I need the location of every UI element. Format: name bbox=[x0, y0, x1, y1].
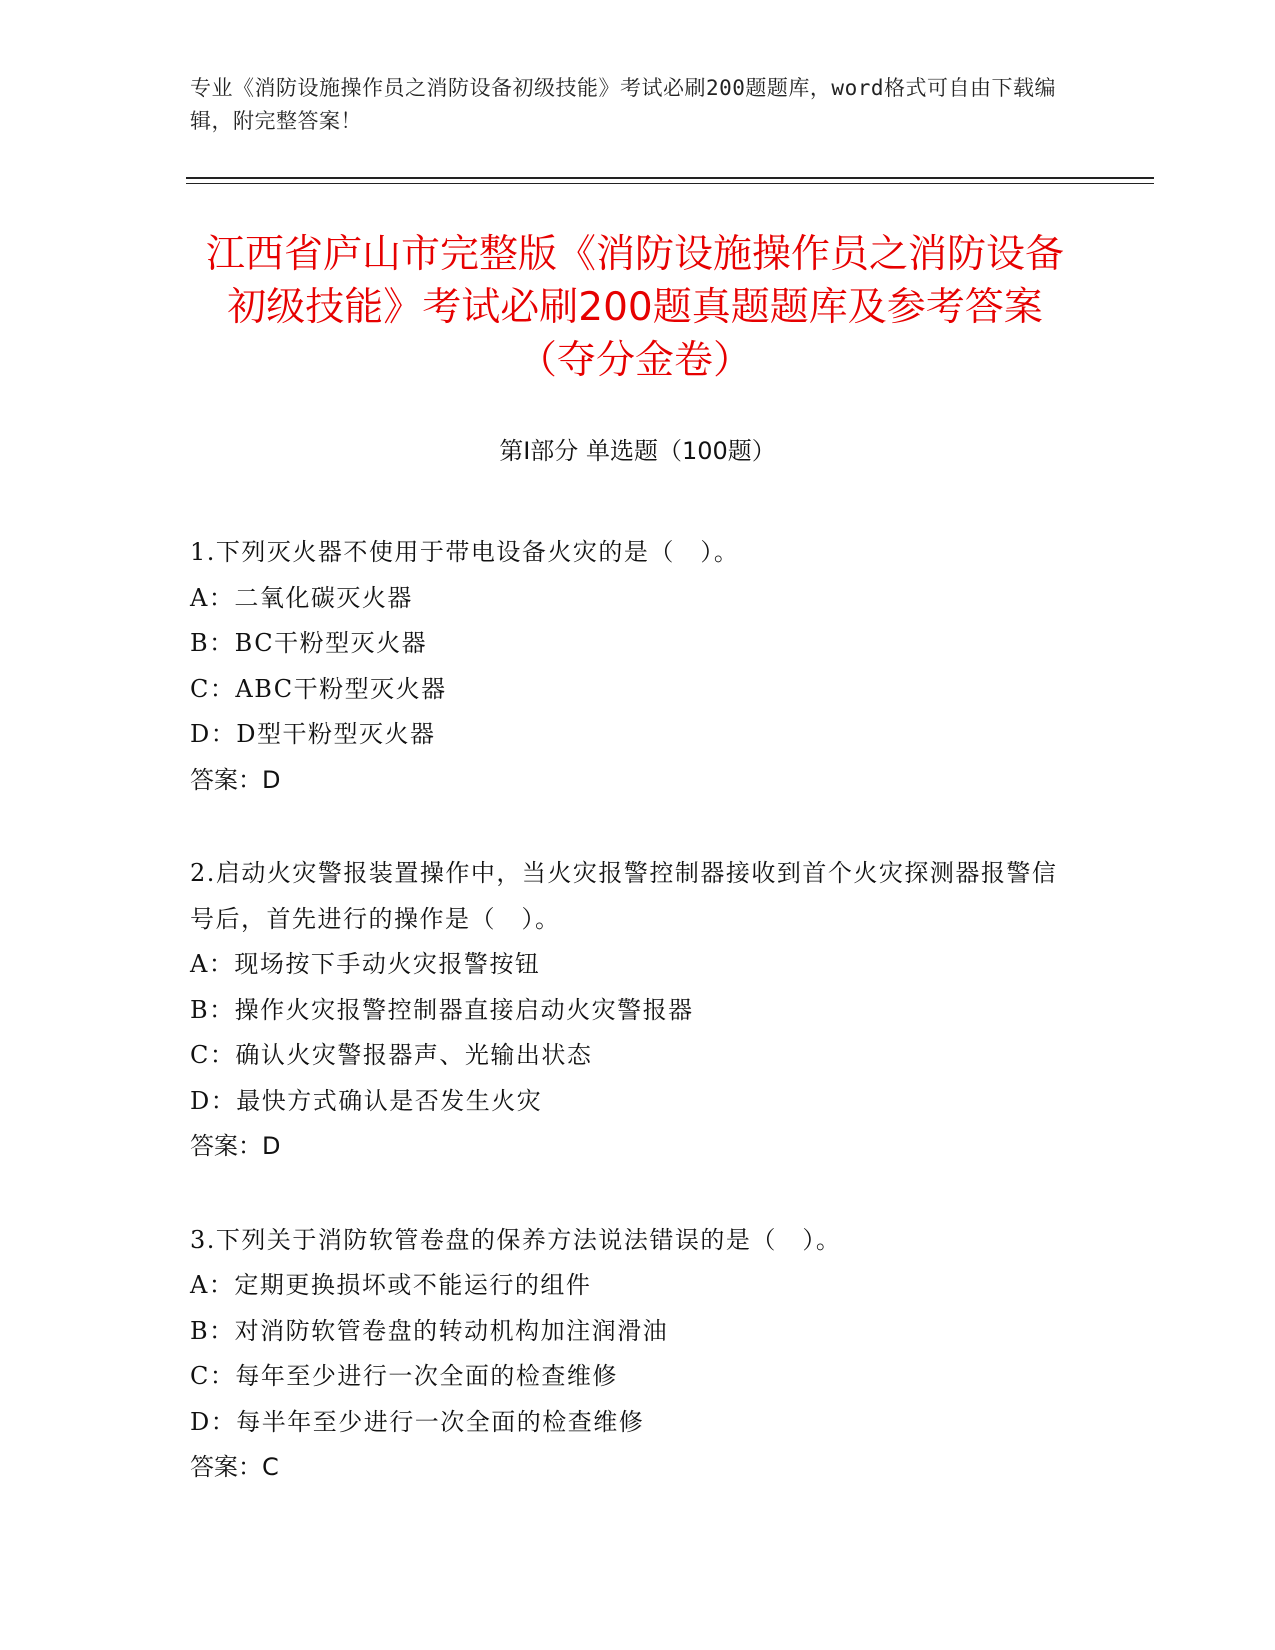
question-stem: 2.启动火灾警报装置操作中，当火灾报警控制器接收到首个火灾探测器报警信号后，首先进行的操作是（ ）。 bbox=[190, 859, 1058, 933]
option-d: D：最快方式确认是否发生火灾 bbox=[190, 1086, 543, 1115]
document-title: 江西省庐山市完整版《消防设施操作员之消防设备初级技能》考试必刷200题真题题库及参考答案（夺分金卷） bbox=[205, 232, 1064, 383]
header-rule-thick bbox=[186, 177, 1154, 179]
option-c: C：ABC干粉型灭火器 bbox=[190, 674, 447, 703]
option-a: A：现场按下手动火灾报警按钮 bbox=[190, 950, 541, 978]
header-rule-thin bbox=[186, 183, 1154, 184]
option-c: C：确认火灾警报器声、光输出状态 bbox=[190, 1041, 593, 1069]
question-1 bbox=[190, 530, 1070, 803]
option-a: A：二氧化碳灭火器 bbox=[190, 583, 413, 612]
option-b: B：对消防软管卷盘的转动机构加注润滑油 bbox=[190, 1316, 669, 1345]
option-c: C：每年至少进行一次全面的检查维修 bbox=[190, 1362, 618, 1390]
question-stem: 1.下列灭火器不使用于带电设备火灾的是（ ）。 bbox=[190, 538, 740, 566]
section-title: 第Ⅰ部分 单选题（100题） bbox=[499, 437, 776, 465]
question-list bbox=[190, 530, 1070, 1539]
question-2 bbox=[190, 851, 1070, 1170]
answer: 答案：C bbox=[190, 1453, 279, 1481]
question-3 bbox=[190, 1218, 1070, 1491]
option-a: A：定期更换损坏或不能运行的组件 bbox=[190, 1271, 592, 1299]
answer: 答案：D bbox=[190, 1132, 281, 1160]
question-stem: 3.下列关于消防软管卷盘的保养方法说法错误的是（ ）。 bbox=[190, 1225, 842, 1254]
option-d: D：每半年至少进行一次全面的检查维修 bbox=[190, 1407, 645, 1436]
header-note: 专业《消防设施操作员之消防设备初级技能》考试必刷200题题库，word格式可自由下载编辑，附完整答案！ bbox=[190, 76, 1056, 133]
answer: 答案：D bbox=[190, 765, 281, 794]
option-b: B：操作火灾报警控制器直接启动火灾警报器 bbox=[190, 995, 694, 1024]
option-b: B：BC干粉型灭火器 bbox=[190, 629, 428, 657]
option-d: D：D型干粉型灭火器 bbox=[190, 720, 436, 748]
